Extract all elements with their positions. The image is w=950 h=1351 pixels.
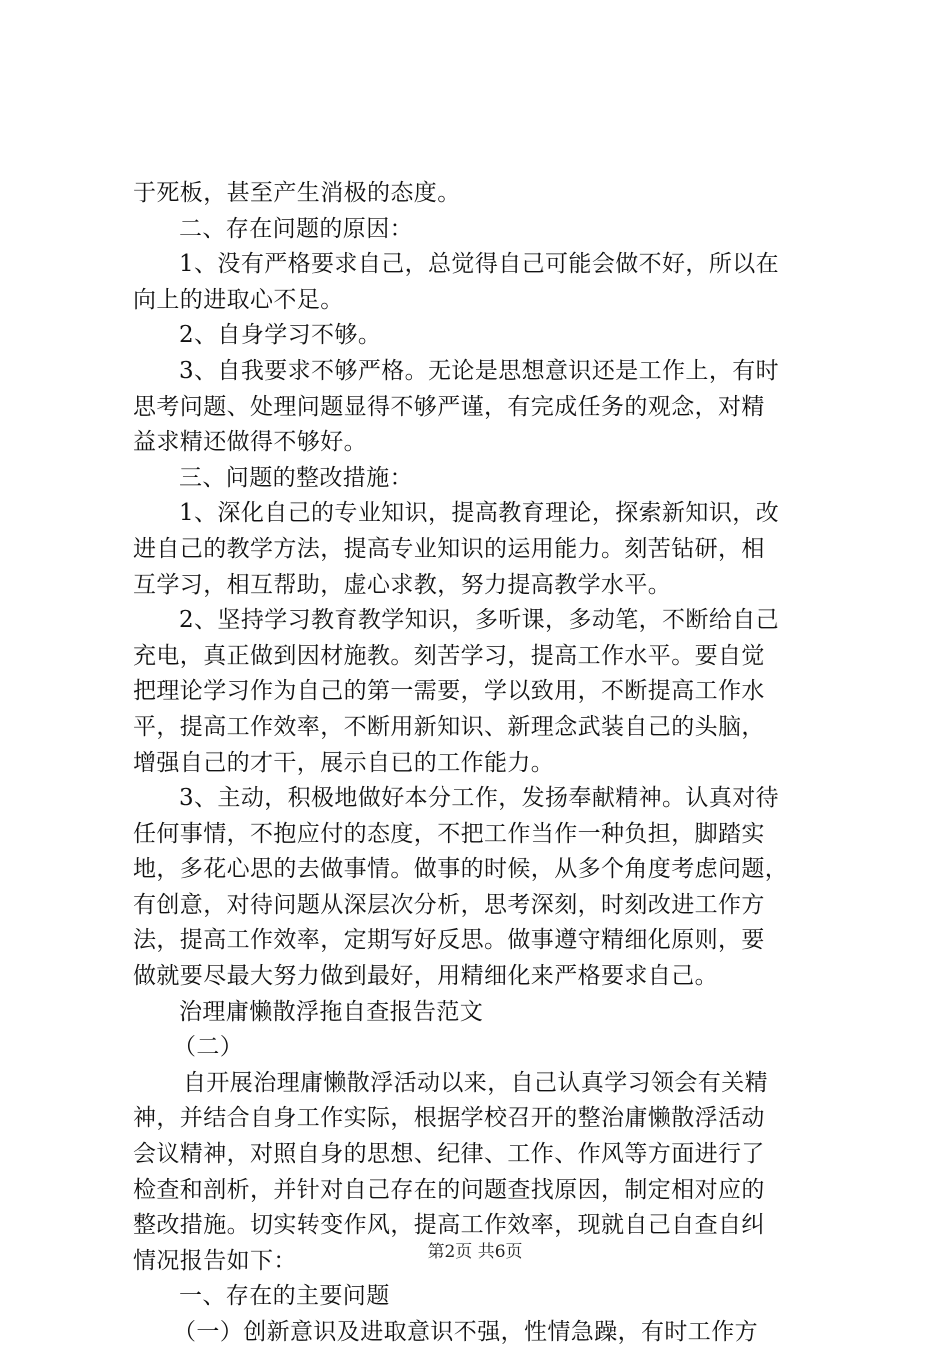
text-line: 平，提高工作效率，不断用新知识、新理念武装自己的头脑， xyxy=(133,713,765,740)
document-subtitle-number: （二） xyxy=(173,1034,244,1061)
text-line: 互学习，相互帮助，虚心求教，努力提高教学水平。 xyxy=(133,571,672,598)
section-heading: 二、存在问题的原因： xyxy=(179,215,413,242)
text-line: 2、自身学习不够。 xyxy=(179,322,382,349)
text-line: 做就要尽最大努力做到最好，用精细化来严格要求自己。 xyxy=(133,963,718,990)
text-line: 进自己的教学方法，提高专业知识的运用能力。刻苦钻研，相 xyxy=(133,535,765,562)
document-body xyxy=(133,176,833,1351)
text-line: 3、主动，积极地做好本分工作，发扬奉献精神。认真对待 xyxy=(179,785,780,812)
text-line: 有创意，对待问题从深层次分析，思考深刻，时刻改进工作方 xyxy=(133,891,765,918)
text-line: 检查和剖析，并针对自己存在的问题查找原因，制定相对应的 xyxy=(133,1176,765,1203)
text-line: 思考问题、处理问题显得不够严谨，有完成任务的观念，对精 xyxy=(133,393,765,420)
section-heading: 三、问题的整改措施： xyxy=(179,464,413,491)
text-line: 3、自我要求不够严格。无论是思想意识还是工作上，有时 xyxy=(179,357,780,384)
text-line: 地，多花心思的去做事情。做事的时候，从多个角度考虑问题， xyxy=(133,856,789,883)
text-line: 神，并结合自身工作实际，根据学校召开的整治庸懒散浮活动 xyxy=(133,1105,765,1132)
text-line: 充电，真正做到因材施教。刻苦学习，提高工作水平。要自觉 xyxy=(133,642,765,669)
text-line: 自开展治理庸懒散浮活动以来，自己认真学习领会有关精 xyxy=(183,1069,768,1096)
page-footer xyxy=(0,1240,950,1264)
text-line: 任何事情，不抱应付的态度，不把工作当作一种负担，脚踏实 xyxy=(133,820,765,847)
text-line: （一）创新意识及进取意识不强，性情急躁，有时工作方 xyxy=(173,1319,758,1345)
text-line: 于死板，甚至产生消极的态度。 xyxy=(133,180,461,206)
document-subtitle: 治理庸懒散浮拖自查报告范文 xyxy=(179,998,484,1025)
text-line: 益求精还做得不够好。 xyxy=(133,429,367,456)
text-line: 整改措施。切实转变作风，提高工作效率，现就自己自查自纠 xyxy=(133,1212,765,1239)
page-indicator: 第2页 共6页 xyxy=(427,1242,523,1262)
text-line: 向上的进取心不足。 xyxy=(133,286,344,313)
text-line: 会议精神，对照自身的思想、纪律、工作、作风等方面进行了 xyxy=(133,1141,765,1168)
section-heading: 一、存在的主要问题 xyxy=(179,1283,390,1310)
text-line: 情况报告如下： xyxy=(133,1247,297,1274)
text-line: 增强自己的才干，展示自已的工作能力。 xyxy=(133,749,555,776)
text-line: 1、深化自己的专业知识，提高教育理论，探索新知识，改 xyxy=(179,500,780,527)
text-line: 把理论学习作为自己的第一需要，学以致用，不断提高工作水 xyxy=(133,678,765,705)
text-line: 1、没有严格要求自己，总觉得自己可能会做不好，所以在 xyxy=(179,251,780,278)
text-line: 2、坚持学习教育教学知识，多听课，多动笔，不断给自己 xyxy=(179,607,780,634)
text-line: 法，提高工作效率，定期写好反思。做事遵守精细化原则，要 xyxy=(133,927,765,954)
